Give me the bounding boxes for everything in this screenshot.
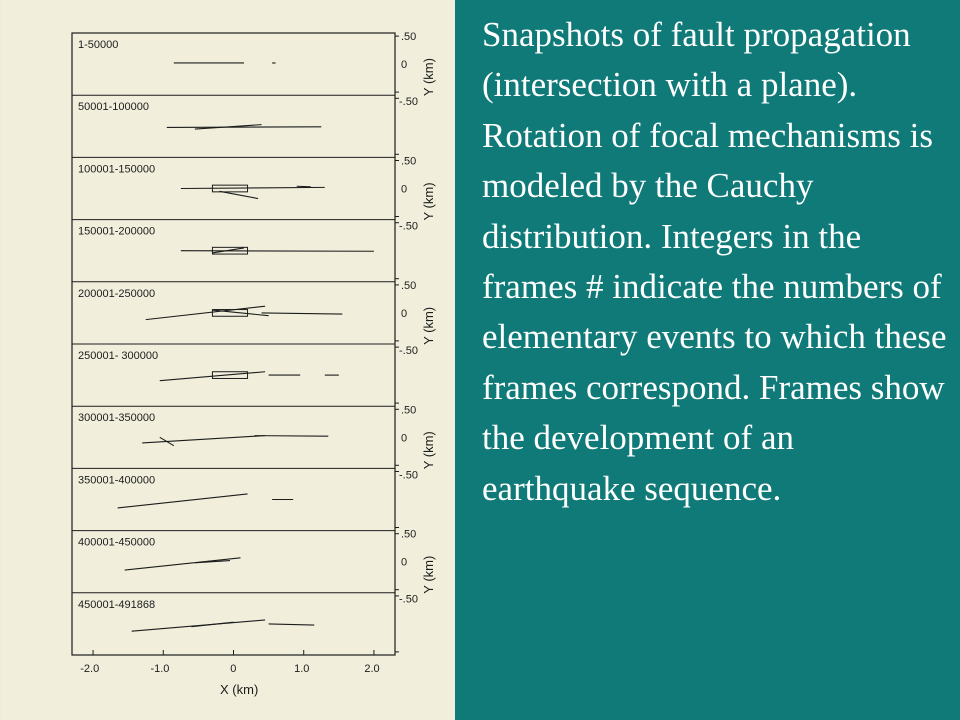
- fault-snapshot-chart: [0, 0, 455, 720]
- y-tick-label: -.50: [399, 96, 418, 109]
- fault-segment: [181, 187, 325, 188]
- x-tick-label: -2.0: [80, 663, 100, 675]
- y-tick-label: .50: [401, 404, 417, 417]
- y-tick-label: .50: [401, 528, 417, 541]
- y-tick-label: -.50: [399, 344, 418, 357]
- frame-label: 300001-350000: [78, 412, 156, 425]
- slide-caption: Snapshots of fault propagation (intersection with a plane). Rotation of focal mechanisms is modeled by the Cauchy distribution. Integers in the frames # indicate the numbers of elementary events to which these frames correspond. Frames show the development of an earthquake sequence.: [482, 15, 947, 508]
- y-axis-title: Y (km): [421, 306, 436, 345]
- y-tick-label: -.50: [399, 469, 418, 482]
- y-tick-label: -.50: [399, 593, 418, 606]
- frame-label: 50001-100000: [78, 101, 149, 114]
- y-tick-label: 0: [401, 556, 408, 569]
- y-axis-title: Y (km): [421, 58, 436, 97]
- fault-segment: [181, 251, 374, 252]
- x-tick-label: 2.0: [364, 663, 380, 675]
- x-tick-label: 1.0: [294, 663, 310, 675]
- y-tick-label: 0: [401, 59, 408, 72]
- fault-segment: [142, 436, 265, 443]
- fault-segment: [219, 191, 258, 198]
- frame-label: 150001-200000: [78, 225, 156, 238]
- y-tick-label: .50: [401, 31, 417, 44]
- y-tick-label: 0: [401, 307, 408, 320]
- y-axis-title: Y (km): [421, 431, 436, 470]
- fault-segment: [212, 310, 268, 316]
- frame-label: 450001-491868: [78, 598, 156, 611]
- y-tick-label: -.50: [399, 220, 418, 233]
- figure-scan: [0, 0, 455, 720]
- y-tick-label: .50: [401, 279, 417, 292]
- frame-label: 100001-150000: [78, 163, 156, 176]
- y-tick-label: 0: [401, 432, 408, 445]
- fault-segment: [125, 558, 241, 570]
- fault-segment: [191, 622, 233, 626]
- x-tick-label: 0: [230, 663, 237, 675]
- y-tick-label: .50: [401, 155, 417, 168]
- y-axis-title: Y (km): [421, 182, 436, 221]
- fault-segment: [297, 186, 311, 187]
- fault-segment: [269, 624, 315, 625]
- fault-segment: [262, 313, 343, 314]
- frame-label: 250001- 300000: [78, 350, 159, 362]
- frame-label: 350001-400000: [78, 474, 156, 487]
- frame-label: 400001-450000: [78, 536, 156, 549]
- x-tick-label: -1.0: [150, 663, 170, 675]
- y-axis-title: Y (km): [421, 555, 436, 594]
- x-axis-title: X (km): [220, 682, 259, 697]
- fault-segment: [167, 127, 321, 128]
- y-tick-label: 0: [401, 183, 408, 196]
- fault-segment: [118, 494, 248, 508]
- frame-label: 200001-250000: [78, 287, 156, 300]
- frame-label: 1-50000: [78, 39, 119, 51]
- fault-segment: [255, 436, 329, 437]
